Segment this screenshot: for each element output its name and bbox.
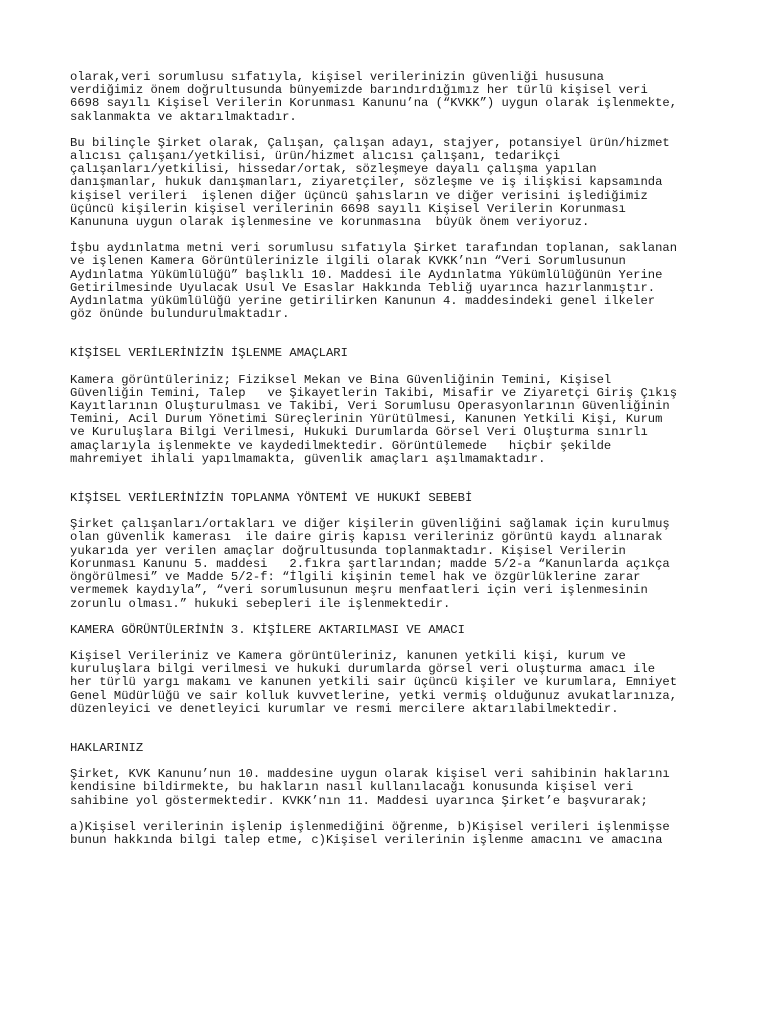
paragraph-transfer: Kişisel Verileriniz ve Kamera görüntüleriniz, kanunen yetkili kişi, kurum ve kuruluşlara bilgi verilmesi ve hukuki durumlarda görsel veri oluşturma amacı ile her türlü yargı makamı ve kanunen yetkili sair üçüncü kişiler ve kurumlara, Emniyet Genel Müdürlüğü ve sair kolluk kuvvetlerine, yetki vermiş olduğunuz avukatlarınıza, düzenleyici ve denetleyici kurumlar ve resmi mercilere aktarılabilmektedir. — [70, 648, 678, 716]
heading-rights: HAKLARINIZ — [70, 740, 144, 755]
paragraph-rights: Şirket, KVK Kanunu’nun 10. maddesine uygun olarak kişisel veri sahibinin haklarını kendisine bildirmekte, bu hakların nasıl kullanılacağı konusunda kişisel veri sahibine yol göstermektedir. KVKK’nın 11. Maddesi uyarınca Şirket’e başvurarak; — [70, 767, 670, 808]
heading-processing-purposes: KİŞİSEL VERİLERİNİZİN İŞLENME AMAÇLARI — [70, 346, 348, 361]
paragraph-intro: olarak,veri sorumlusu sıfatıyla, kişisel verilerinizin güvenliği hususuna verdiğimiz önem doğrultusunda bünyemizde barındırdığımız her türlü kişisel veri 6698 sayılı Kişisel Verilerin Korunması Kanunu’na (“KVKK”) uygun olarak işlenmekte, saklanmakta ve aktarılmaktadır. — [70, 70, 678, 124]
paragraph-notice-basis: İşbu aydınlatma metni veri sorumlusu sıfatıyla Şirket tarafından toplanan, saklanan ve işlenen Kamera Görüntülerinizle ilgili olarak KVKK’nın “Veri Sorumlusunun Aydınlatma Yükümlülüğü” başlıklı 10. Maddesi ile Aydınlatma Yükümlülüğünün Yerine Getirilmesinde Uyulacak Usul Ve Esaslar Hakkında Tebliğ uyarınca hazırlanmıştır. Aydınlatma yükümlülüğü yerine getirilirken Kanunun 4. maddesindeki genel ilkeler göz önünde bulundurulmaktadır. — [70, 241, 678, 322]
paragraph-rights-list: a)Kişisel verilerinin işlenip işlenmediğini öğrenme, b)Kişisel verileri işlenmişse bunun hakkında bilgi talep etme, c)Kişisel verilerinin işlenme amacını ve amacına — [70, 819, 670, 847]
spacer — [70, 729, 760, 742]
paragraph-awareness: Bu bilinçle Şirket olarak, Çalışan, çalışan adayı, stajyer, potansiyel ürün/hizmet alıcısı çalışanı/yetkilisi, ürün/hizmet alıcısı çalışanı, tedarikçi çalışanları/yetkilisi, hissedar/ortak, sözleşmeye dayalı çalışma yapılan danışmanlar, hukuk danışmanları, ziyaretçiler, sözleşme ve iş ilişkisi kapsamında kişisel verileri işlenen diğer üçüncü şahısların ve diğer verisini işlediğimiz üçüncü kişilerin kişisel verilerinin 6698 sayılı Kişisel Verilerin Korunması Kanununa uygun olarak işlenmesine ve korunmasına büyük önem veriyoruz. — [70, 135, 670, 230]
paragraph-collection-method: Şirket çalışanları/ortakları ve diğer kişilerin güvenliğini sağlamak için kurulmuş olan güvenlik kamerası ile daire giriş kapısı verileriniz görüntü kaydı alınarak yukarıda yer verilen amaçlar doğrultusunda toplanmaktadır. Kişisel Verilerin Korunması Kanunu 5. maddesi 2.fıkra şartlarından; madde 5/2-a “Kanunlarda açıkça öngörülmesi” ve Madde 5/2-f: “İlgili kişinin temel hak ve özgürlüklerine zarar vermemek kaydıyla”, “veri sorumlusunun meşru menfaatleri için veri işlenmesinin zorunlu olması.” hukuki sebepleri ile işlenmektedir. — [70, 517, 670, 611]
document-page — [70, 71, 760, 860]
heading-collection-method: KİŞİSEL VERİLERİNİZİN TOPLANMA YÖNTEMİ VE HUKUKİ SEBEBİ — [70, 491, 473, 506]
paragraph-processing-purposes: Kamera görüntüleriniz; Fiziksel Mekan ve Bina Güvenliğinin Temini, Kişisel Güvenliğin Temini, Talep ve Şikayetlerin Takibi, Misafir ve Ziyaretçi Giriş Çıkış Kayıtlarının Oluşturulması ve Takibi, Veri Sorumlusu Operasyonlarının Güvenliğinin Temini, Acil Durum Yönetimi Süreçlerinin Yürütülmesi, Kanunen Yetkili Kişi, Kurum ve Kuruluşlara Bilgi Verilmesi, Hukuki Durumlarda Görsel Veri Oluşturma sınırlı amaçlarıyla işlenmekte ve kaydedilmektedir. Görüntülemede hiçbir şekilde mahremiyet ihlali yapılmamakta, güvenlik amaçları aşılmamaktadır. — [70, 372, 678, 466]
heading-transfer: KAMERA GÖRÜNTÜLERİNİN 3. KİŞİLERE AKTARILMASI VE AMACI — [70, 622, 465, 637]
